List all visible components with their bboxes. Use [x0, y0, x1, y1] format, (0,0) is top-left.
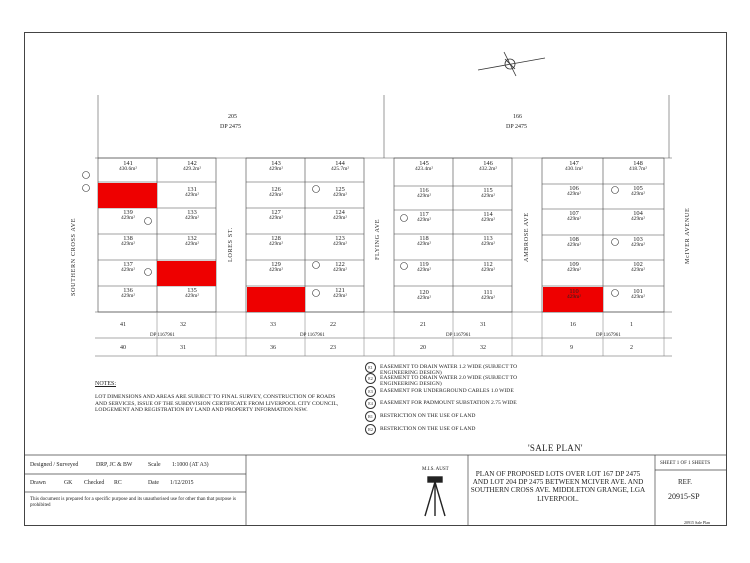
lot-139: [108, 210, 148, 222]
lot-121: [320, 288, 360, 300]
lot-107: [554, 211, 594, 223]
lot-area: 429m²: [121, 292, 135, 299]
lot-144: [320, 161, 360, 173]
lot-number: 102: [633, 261, 643, 268]
lot-number: 121: [335, 287, 345, 294]
bottom-parcel-dp: DP 1167961: [446, 333, 471, 338]
lot-area: 429m²: [417, 216, 431, 223]
lot-number: 142: [187, 160, 197, 167]
lot-138: [108, 236, 148, 248]
file-name: 20915 Sale Plan: [684, 520, 710, 525]
lot-area: 429m²: [481, 294, 495, 301]
north-arrow-icon: [478, 52, 545, 76]
bottom-parcel-dp: DP 1167961: [150, 333, 175, 338]
lot-128: [256, 236, 296, 248]
lot-110: [554, 289, 594, 301]
lot-number: 131: [187, 186, 197, 193]
top-parcel-left-number: 205: [228, 114, 237, 120]
lot-number: 118: [419, 235, 429, 242]
surveyor-logo-icon: [425, 477, 445, 516]
sale-plan-label: 'SALE PLAN': [528, 443, 583, 453]
lot-125: [320, 187, 360, 199]
drawn-value: GK: [64, 480, 73, 486]
lot-number: 120: [419, 289, 429, 296]
lot-number: 104: [633, 210, 643, 217]
lot-number: 146: [483, 160, 493, 167]
lot-number: 107: [569, 210, 579, 217]
bottom-parcel-row1: 1: [630, 322, 633, 328]
legend-symbol-icon: E3: [365, 386, 376, 397]
lot-146: [468, 161, 508, 173]
lot-104: [618, 211, 658, 223]
scale-value: 1:1000 (AT A3): [172, 462, 209, 468]
lot-115: [468, 188, 508, 200]
lot-area: 429m²: [333, 240, 347, 247]
lot-number: 126: [271, 186, 281, 193]
bottom-parcel-row1: 21: [420, 322, 426, 328]
bottom-parcel-row2: 2: [630, 345, 633, 351]
lot-131: [172, 187, 212, 199]
lot-area: 429m²: [185, 214, 199, 221]
highlight-lot-132: [157, 261, 216, 286]
bottom-parcel-row2: 9: [570, 345, 573, 351]
scale-label: Scale: [148, 462, 161, 468]
lot-area: 429m²: [185, 191, 199, 198]
legend-text: EASEMENT FOR PADMOUNT SUBSTATION 2.75 WIDE: [380, 400, 517, 406]
lot-136: [108, 288, 148, 300]
lot-number: 138: [123, 235, 133, 242]
lot-area: 429m²: [631, 241, 645, 248]
lot-number: 117: [419, 211, 429, 218]
lot-area: 429m²: [567, 215, 581, 222]
lot-number: 144: [335, 160, 345, 167]
lot-number: 112: [483, 261, 493, 268]
street-southern-cross: SOUTHERN CROSS AVE: [70, 217, 77, 296]
lot-area: 429m²: [631, 190, 645, 197]
lot-number: 148: [633, 160, 643, 167]
legend-symbol-icon: R1: [365, 411, 376, 422]
boundary-lines: [95, 95, 672, 356]
checked-label: Checked: [84, 480, 105, 486]
lot-number: 103: [633, 236, 643, 243]
lot-120: [404, 290, 444, 302]
lot-area: 429m²: [481, 266, 495, 273]
lot-number: 128: [271, 235, 281, 242]
lot-area: 425.7m²: [331, 165, 349, 172]
lot-number: 135: [187, 287, 197, 294]
lot-number: 116: [419, 187, 429, 194]
lot-119: [404, 262, 444, 274]
lot-123: [320, 236, 360, 248]
lot-number: 119: [419, 261, 429, 268]
lot-area: 429m²: [567, 293, 581, 300]
lot-area: 429m²: [333, 214, 347, 221]
street-lores: LORES ST.: [227, 227, 234, 262]
lot-area: 418.7m²: [629, 165, 647, 172]
lot-area: 430.1m²: [565, 165, 583, 172]
lot-area: 429m²: [185, 240, 199, 247]
legend-symbol-icon: E1: [365, 362, 376, 373]
lot-102: [618, 262, 658, 274]
disclaimer: This document is prepared for a specific purpose and its unauthorised use for other than that purpose is prohibited: [30, 497, 236, 508]
lot-area: 429m²: [417, 240, 431, 247]
lot-area: 429m²: [631, 293, 645, 300]
lot-number: 113: [483, 235, 493, 242]
bottom-parcel-row2: 20: [420, 345, 426, 351]
lot-122: [320, 262, 360, 274]
lot-number: 101: [633, 288, 643, 295]
lot-area: 429m²: [567, 266, 581, 273]
lot-number: 115: [483, 187, 493, 194]
lot-number: 132: [187, 235, 197, 242]
lot-101: [618, 289, 658, 301]
lot-area: 429m²: [333, 292, 347, 299]
bottom-parcel-row1: 16: [570, 322, 576, 328]
lot-number: 141: [123, 160, 133, 167]
lot-area: 429m²: [417, 294, 431, 301]
lot-number: 114: [483, 211, 493, 218]
legend-symbol-icon: R2: [365, 424, 376, 435]
lot-117: [404, 212, 444, 224]
date-value: 1/12/2015: [170, 480, 194, 486]
lot-area: 429m²: [481, 240, 495, 247]
top-parcel-left-dp: DP 2475: [220, 124, 241, 130]
lot-number: 109: [569, 261, 579, 268]
lot-114: [468, 212, 508, 224]
lot-112: [468, 262, 508, 274]
lot-area: 429m²: [567, 190, 581, 197]
lot-number: 137: [123, 261, 133, 268]
lot-area: 429m²: [269, 214, 283, 221]
lot-111: [468, 290, 508, 302]
bottom-parcel-row2: 23: [330, 345, 336, 351]
highlight-lot-129: [247, 287, 305, 312]
lot-number: 105: [633, 185, 643, 192]
drawn-label: Drawn: [30, 480, 46, 486]
bottom-parcel-row2: 36: [270, 345, 276, 351]
legend-text: EASEMENT TO DRAIN WATER 2.0 WIDE (SUBJECT TO ENGINEERING DESIGN): [380, 375, 518, 387]
lot-129: [256, 262, 296, 274]
legend-text: EASEMENT FOR UNDERGROUND CABLES 1.0 WIDE: [380, 388, 514, 394]
date-label: Date: [148, 480, 159, 486]
lot-105: [618, 186, 658, 198]
lot-135: [172, 288, 212, 300]
lot-area: 430.6m²: [119, 165, 137, 172]
lot-124: [320, 210, 360, 222]
bottom-parcel-row1: 33: [270, 322, 276, 328]
notes-text: LOT DIMENSIONS AND AREAS ARE SUBJECT TO FINAL SURVEY, CONSTRUCTION OF ROADS AND SERVICES, ISSUE OF THE SUBDIVISION CERTIFICATE FROM LIVERPOOL CITY COUNCIL, LODGEMENT AND REGISTRATION BY LAND AND PROPERTY INFORMATION NSW.: [95, 394, 339, 414]
lot-area: 429m²: [481, 216, 495, 223]
block-east-central: [394, 158, 512, 312]
top-parcel-right-number: 166: [513, 114, 522, 120]
sheet-label: SHEET 1 OF 1 SHEETS: [660, 461, 711, 466]
lot-area: 432.2m²: [479, 165, 497, 172]
lot-number: 139: [123, 209, 133, 216]
lot-number: 143: [271, 160, 281, 167]
lot-132: [172, 236, 212, 248]
bottom-parcel-row2: 32: [480, 345, 486, 351]
lot-148: [618, 161, 658, 173]
lot-number: 110: [569, 288, 579, 295]
lot-number: 122: [335, 261, 345, 268]
lot-area: 429m²: [185, 292, 199, 299]
bottom-parcel-row1: 41: [120, 322, 126, 328]
designed-label: Designed / Surveyed: [30, 462, 79, 468]
lot-number: 111: [483, 289, 493, 296]
lot-126: [256, 187, 296, 199]
bottom-parcel-row1: 31: [480, 322, 486, 328]
lot-118: [404, 236, 444, 248]
lot-number: 124: [335, 209, 345, 216]
lot-108: [554, 237, 594, 249]
lot-number: 127: [271, 209, 281, 216]
lot-127: [256, 210, 296, 222]
legend-symbol-icon: E2: [365, 373, 376, 384]
lot-area: 429m²: [121, 214, 135, 221]
lot-area: 429m²: [121, 266, 135, 273]
street-flying: FLYING AVE: [374, 218, 381, 260]
lot-area: 429m²: [481, 192, 495, 199]
lot-area: 429m²: [333, 191, 347, 198]
lot-113: [468, 236, 508, 248]
bottom-parcel-row1: 32: [180, 322, 186, 328]
lot-147: [554, 161, 594, 173]
lot-area: 429m²: [121, 240, 135, 247]
bottom-parcel-dp: DP 1167961: [300, 333, 325, 338]
lot-133: [172, 210, 212, 222]
street-mciver: McIVER AVENUE: [684, 207, 691, 264]
lot-141: [108, 161, 148, 173]
lot-area: 429m²: [417, 266, 431, 273]
lot-109: [554, 262, 594, 274]
lot-143: [256, 161, 296, 173]
lot-area: 429.2m²: [183, 165, 201, 172]
lot-area: 429m²: [417, 192, 431, 199]
lot-area: 429m²: [567, 241, 581, 248]
plan-title: PLAN OF PROPOSED LOTS OVER LOT 167 DP 2475 AND LOT 204 DP 2475 BETWEEN MCIVER AVE. AND SOUTHERN CROSS AVE. MIDDLETON GRANGE, LGA LIVERPOOL.: [470, 470, 646, 503]
lot-number: 108: [569, 236, 579, 243]
street-ambrose: AMBROSE AVE: [523, 212, 530, 262]
lot-area: 429m²: [631, 266, 645, 273]
designed-value: DRP, JC & BW: [96, 462, 133, 468]
lot-number: 145: [419, 160, 429, 167]
bottom-parcel-row2: 40: [120, 345, 126, 351]
lot-area: 429m²: [631, 215, 645, 222]
lot-number: 129: [271, 261, 281, 268]
lot-number: 133: [187, 209, 197, 216]
lot-area: 423.4m²: [415, 165, 433, 172]
lot-number: 123: [335, 235, 345, 242]
checked-value: RC: [114, 480, 122, 486]
legend-text: RESTRICTION ON THE USE OF LAND: [380, 426, 476, 432]
lot-area: 429m²: [269, 240, 283, 247]
lot-area: 429m²: [269, 191, 283, 198]
bottom-parcel-row2: 31: [180, 345, 186, 351]
lot-area: 429m²: [269, 165, 283, 172]
top-parcel-right-dp: DP 2475: [506, 124, 527, 130]
lot-number: 106: [569, 185, 579, 192]
lot-area: 429m²: [269, 266, 283, 273]
lot-number: 125: [335, 186, 345, 193]
bottom-parcel-lines: [157, 312, 664, 356]
lot-area: 429m²: [333, 266, 347, 273]
ref-value: 20915-SP: [668, 492, 700, 501]
lot-137: [108, 262, 148, 274]
lot-103: [618, 237, 658, 249]
ref-label: REF.: [678, 478, 693, 486]
legend-text: RESTRICTION ON THE USE OF LAND: [380, 413, 476, 419]
lot-106: [554, 186, 594, 198]
lot-145: [404, 161, 444, 173]
logo-text: M.I.S. AUST: [422, 467, 449, 472]
highlight-lot-139: [98, 183, 157, 208]
lot-number: 147: [569, 160, 579, 167]
legend-text: EASEMENT TO DRAIN WATER 1.2 WIDE (SUBJECT TO ENGINEERING DESIGN): [380, 364, 518, 376]
notes-title: NOTES:: [95, 381, 116, 387]
legend-symbol-icon: E4: [365, 398, 376, 409]
bottom-parcel-dp: DP 1167961: [596, 333, 621, 338]
bottom-parcel-row1: 22: [330, 322, 336, 328]
lot-116: [404, 188, 444, 200]
lot-number: 136: [123, 287, 133, 294]
lot-142: [172, 161, 212, 173]
